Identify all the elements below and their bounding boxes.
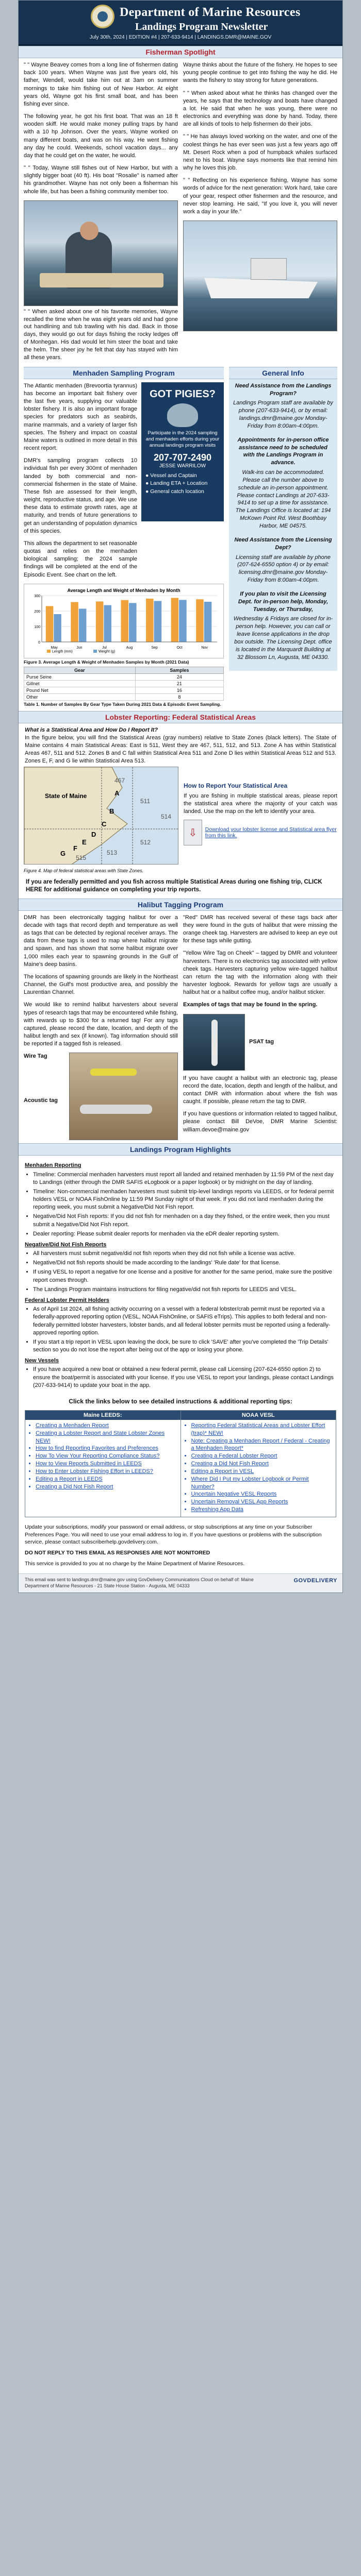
menhaden-heading: Menhaden Sampling Program bbox=[24, 367, 224, 379]
spotlight-paragraph: The following year, he got his first boat. That was an 18 ft wooden skiff. He would make money pulling traps by hand with a 10 hp Johnson. Over the years, Wayne worked on many different boats, and was on his way. He went fishing any day he could. Weekends, school vacation days... any day that he could get on the water, he would. bbox=[24, 113, 178, 159]
info-block-body: Walk-ins can be accommodated. Please call the number above to schedule an in-person appointment. Please contact Landings at 207-633-9414 to set up a time for assistance. The Landings Office is located at: 194 McKown Point Rd. West Boothbay Harbor, ME 04575. bbox=[235, 469, 331, 529]
example-tags-label: Examples of tags that may be found in the spring. bbox=[183, 1002, 318, 1008]
vesl-link[interactable]: • Uncertain Removal VESL App Reports bbox=[191, 1498, 332, 1506]
footer-disclaimer: This email was sent to landings.dmr@maine.gov using GovDelivery Communications Cloud on behalf of: Maine Department of Marine Resources - 21 State House Station - Augusta, ME 04333 bbox=[25, 1577, 254, 1589]
vesl-link[interactable]: • Note: Creating a Menhaden Report / Federal - Creating a Menhaden Report* bbox=[191, 1437, 332, 1453]
halibut-paragraph: The locations of spawning grounds are likely in the Northeast Channel, the Gulf's most productive area, and possibly the Laurentian Channel. bbox=[24, 973, 178, 996]
spotlight-paragraph: " " Reflecting on his experience fishing, Wayne has some words of advice for the next generation: Work hard, take care of your gear, respect other fishermen and the resource, and never stop learning. He said, "If you love it, you will never work a day in your life." bbox=[183, 177, 337, 215]
newsletter-page bbox=[18, 0, 343, 1593]
vesl-link[interactable]: • Editing a Report in VESL bbox=[191, 1468, 332, 1476]
area-label: 511 bbox=[140, 797, 151, 805]
list-item: • Timeline: Commercial menhaden harvesters must report all landed and retained menhaden by 11:59 PM of the next day to Landings (either through the DMR SAFIS eLogbook or a paper logbook) or by midnight on the day of landing. bbox=[33, 1171, 336, 1187]
list-item: • If using VESL to report a negative for one license and a positive for another for the same period, make sure the positive report comes through. bbox=[33, 1268, 336, 1284]
lobster-question: What is a Statistical Area and How Do I Report It? bbox=[25, 726, 158, 733]
chart-bar bbox=[96, 601, 104, 642]
highlights-section bbox=[19, 1156, 342, 1395]
chart-bar bbox=[179, 600, 187, 642]
info-block-heading: If you plan to visit the Licensing Dept. for in-person help, Monday, Tuesday, or Thursday, bbox=[238, 590, 329, 613]
spotlight-paragraph: " " Today, Wayne still fishes out of New Harbor, but with a slightly bigger boat (40 ft). His boat "Rosalie" is named after his grandmother. Wayne has not only been a fisherman his whole life, but has been a fishing community member too. bbox=[24, 165, 178, 195]
leeds-link[interactable]: • Creating a Lobster Report and State Lobster Zones NEW! bbox=[36, 1430, 176, 1445]
info-block-body: Landings Program staff are available by phone (207-633-9414), or by email: landings.dmr@maine.gov Monday-Friday from 8:00am-4:00pm. bbox=[233, 400, 333, 429]
legend-swatch bbox=[93, 650, 97, 653]
menhaden-ad bbox=[141, 382, 224, 521]
tag-photo bbox=[69, 1053, 178, 1140]
info-block-heading: Need Assistance from the Landings Program? bbox=[235, 382, 332, 397]
legend-label: Weight (g) bbox=[99, 650, 116, 653]
table-caption: Table 1. Number of Samples By Gear Type Taken During 2021 Data & Episodic Event Sampling. bbox=[24, 701, 221, 707]
footer-paragraph: This service is provided to you at no charge by the Maine Department of Marine Resources. bbox=[25, 1560, 245, 1567]
menhaden-paragraph: This allows the department to set reasonable quotas and relies on the menhaden biological sampling; the 2024 sample findings will be completed at the end of the Episodic Event. See chart on the left. bbox=[24, 540, 137, 578]
halibut-right-paragraph: "Red" DMR has received several of these tags back after they were found in the guts of halibut that were missing the orange cheek tag. Harvesters are advised to keep an eye out for these tags while gutting. bbox=[183, 914, 337, 944]
newsletter-title: Landings Program Newsletter bbox=[135, 21, 268, 32]
maine-seal-icon bbox=[91, 5, 114, 28]
vesl-link[interactable]: • Uncertain Negative VESL Reports bbox=[191, 1490, 332, 1498]
links-column-title: NOAA VESL bbox=[181, 1411, 336, 1420]
tag-label: PSAT tag bbox=[249, 1038, 274, 1045]
list-item: • Negative/Did not fish reports should be made according to the landings' 'Rule date' for that license. bbox=[33, 1259, 336, 1267]
list-item: • If you start a trip report in VESL upon leaving the dock, be sure to click 'SAVE' after you've completed the 'Trip Details' section so you do not lose the report after being out of the app or losing your phone. bbox=[33, 1338, 336, 1354]
govdelivery-logo: GOVDELIVERY bbox=[293, 1578, 337, 1584]
samples-table bbox=[24, 667, 224, 701]
y-tick-label: 0 bbox=[38, 640, 40, 645]
zone-label: F bbox=[73, 844, 77, 852]
x-tick-label: Jul bbox=[102, 646, 107, 650]
chart-bar bbox=[121, 600, 128, 641]
leeds-link[interactable]: • How to find Reporting Favorites and Preferences bbox=[36, 1445, 176, 1452]
fish-icon bbox=[167, 403, 198, 427]
zone-label: A bbox=[114, 789, 120, 797]
menhaden-bar-chart bbox=[26, 586, 221, 653]
ad-body: Participate in the 2024 sampling and menhaden efforts during your annual landings program visits bbox=[145, 430, 220, 449]
y-tick-label: 100 bbox=[34, 625, 40, 629]
table-header: Samples bbox=[135, 667, 223, 673]
zone-label: G bbox=[60, 849, 66, 857]
list-item: • All harvesters must submit negative/did not fish reports when they did not fish while a license was active. bbox=[33, 1250, 336, 1258]
menhaden-paragraph: DMR's sampling program collects 10 individual fish per every 300mt of menhaden landed by both commercial and non-commercial fishermen in the state of Maine. These fish are assessed for their length, weight, reproductive status, and age. We use these data to estimate growth rates, age at maturity, and trends of future generations to get an understanding of population dynamics of this species. bbox=[24, 457, 137, 534]
chart-bar bbox=[71, 602, 78, 641]
chart-bar bbox=[171, 598, 179, 642]
area-label: 515 bbox=[76, 854, 87, 861]
chart-bar bbox=[196, 599, 204, 642]
ad-item: ● General catch location bbox=[145, 488, 204, 495]
header-banner bbox=[19, 1, 342, 46]
list-item: • As of April 1st 2024, all fishing activity occurring on a vessel with a federal lobster/crab permit must be reported via a federally-approved reporting option (VESL, NOAA FishOnline, or SAFIS eTrips). This applies to both federal and non-federally permitted lobster harvesters, lobster bands, and all federal lobster permits must be reported using a federally-approved reporting option. bbox=[33, 1306, 336, 1337]
download-icon: ⇩ bbox=[184, 820, 202, 845]
halibut-paragraph: DMR has been electronically tagging halibut for over a decade with tags that record depth and temperature as well as tags that can be detected by regional receiver arrays. The data from these tags is used to map where halibut migrate and spawn, and has shown that some halibut migrate over 1,000 miles each year to spawning grounds in the Gulf of Maine's deep basins. bbox=[24, 914, 178, 968]
spotlight-heading: Fisherman Spotlight bbox=[19, 46, 342, 58]
menhaden-chart bbox=[24, 584, 224, 658]
spotlight-paragraph: " " Wayne Beavey comes from a long line of fishermen dating back 100 years. When Wayne was just five years old, his father, Wendell, would take him out at 3am on summer mornings to take him fishing out of New Harbor. At eight years old, Wayne got his first small boat, and has been fishing ever since. bbox=[24, 62, 178, 107]
chart-bar bbox=[46, 606, 54, 642]
zone-label: C bbox=[102, 820, 107, 828]
halibut-right-paragraph: If you have questions or information related to tagged halibut, please contact Bill DeVoe, DMR Marine Scientist: william.devoe@maine.gov bbox=[183, 1111, 337, 1133]
leeds-link[interactable]: • Creating a Menhaden Report bbox=[36, 1422, 176, 1430]
x-tick-label: Aug bbox=[126, 646, 133, 650]
area-label: 514 bbox=[161, 812, 172, 820]
lobster-heading: Lobster Reporting: Federal Statistical Areas bbox=[19, 711, 342, 723]
list-item: • Dealer reporting: Please submit dealer reports for menhaden via the eDR dealer reporting system. bbox=[33, 1230, 336, 1238]
lobster-paragraph: In the figure below, you will find the Statistical Areas (gray numbers) relative to State Zones (black letters). The State of Maine contains 4 main Statistical Areas: East is 511, West they are 467, 511, 512, and 513. Zone A has within Statistical Areas 467, 511 and 512. Zones B and C fall within Statistical Area 511 and Zone D lies within Statistical Areas 512 and 513. Zones E, F, and G lie within Statistical Area 513. bbox=[25, 734, 336, 765]
halibut-heading: Halibut Tagging Program bbox=[19, 899, 342, 911]
table-row: Purse Seine 24 bbox=[24, 673, 224, 680]
halibut-right-paragraph: If you have caught a halibut with an electronic tag, please record the date, location, depth and length of the halibut, and contact DMR with information about where the fish was caught. If possible, please return the tag to DMR. bbox=[183, 1075, 337, 1105]
lobster-footer-note: If you are federally permitted and you fish across multiple Statistical Areas during one fishing trip, CLICK HERE for additional guidance on completing your trip reports. bbox=[26, 878, 322, 893]
footer-paragraph: DO NOT REPLY TO THIS EMAIL AS RESPONSES ARE NOT MONITORED bbox=[25, 1550, 210, 1556]
chart-title: Average Length and Weight of Menhaden by Month bbox=[67, 587, 180, 593]
table-row: Other 8 bbox=[24, 693, 224, 700]
ad-item: ● Vessel and Captain bbox=[145, 472, 197, 479]
tag-label: Acoustic tag bbox=[24, 1097, 58, 1104]
general-info-heading: General Info bbox=[229, 367, 337, 379]
chart-bar bbox=[146, 599, 154, 642]
leeds-link[interactable]: • Creating a Did Not Fish Report bbox=[36, 1483, 176, 1491]
table-header: Gear bbox=[24, 667, 136, 673]
leeds-link[interactable]: • How To View Your Reporting Compliance Status? bbox=[36, 1452, 176, 1460]
table-row: Pound Net 16 bbox=[24, 687, 224, 693]
zone-label: D bbox=[91, 830, 96, 838]
boat-photo bbox=[183, 221, 337, 331]
list-item: • Negative/Did Not Fish reports: If you did not fish for menhaden on a day they fished, or the entire week, then you must submit a Negative/Did Not Fish report. bbox=[33, 1213, 336, 1228]
x-tick-label: May bbox=[51, 646, 58, 650]
zone-label: B bbox=[109, 807, 114, 815]
list-item: • Timeline: Non-commercial menhaden harvesters must submit trip-level landings reports via LEEDS, or for federal permit holders VESL or NOAA FishOnline by 11:59 PM Sunday night of that week. If you did not land menhaden during the reporting week, you must submit a Negative/Did Not Fish report. bbox=[33, 1188, 336, 1212]
links-column-title: Maine LEEDS: bbox=[25, 1411, 180, 1420]
y-tick-label: 300 bbox=[34, 594, 40, 598]
chart-caption: Figure 3. Average Length & Weight of Menhaden Samples by Month (2021 Data) bbox=[24, 659, 189, 665]
spotlight-section bbox=[19, 58, 342, 367]
leeds-link[interactable]: • Editing a Report in LEEDS bbox=[36, 1476, 176, 1483]
leeds-link[interactable]: • How to View Reports Submitted in LEEDS bbox=[36, 1460, 176, 1468]
vesl-link[interactable]: • Where Did I Put my Lobster Logbook or Permit Number? bbox=[191, 1476, 332, 1491]
area-label: 513 bbox=[107, 849, 118, 856]
area-label: 467 bbox=[114, 776, 125, 784]
ad-name: JESSE WARRILOW bbox=[159, 463, 206, 469]
vesl-link[interactable]: • Refreshing App Data bbox=[191, 1506, 332, 1514]
leeds-link[interactable]: • How to Enter Lobster Fishing Effort in LEEDS? bbox=[36, 1468, 176, 1476]
chart-bar bbox=[154, 601, 162, 642]
halibut-right-paragraph: "Yellow Wire Tag on Cheek" – tagged by DMR and volunteer harvesters. There is no electronics tag associated with yellow cheek tags. Harvesters capturing yellow wire-tagged halibut can return the tag with the information along with their harvester logbook. Rewards for yellow tags are usually a halibut hat or a halibut coffee mug, and/or halibut sticker. bbox=[183, 950, 337, 996]
footer-paragraph: Update your subscriptions, modify your password or email address, or stop subscriptions at any time on your Subscriber Preferences Page. You will need to use your email address to log in. If you have questions or problems with the subscription service, please contact subscriberhelp.govdelivery.com. bbox=[25, 1524, 322, 1546]
legend-swatch bbox=[47, 650, 51, 653]
edition-info: July 30th, 2024 | EDITION #4 | 207-633-9414 | LANDINGS.DMR@MAINE.GOV bbox=[89, 35, 272, 40]
spotlight-paragraph: " " When asked about what he thinks has changed over the years, he says that the technology and boats have changed a lot. He said that when he was young, there were no electronics and everything was done by hand. Today, there are all kinds of tools to help fishermen do their jobs. bbox=[183, 90, 337, 128]
psat-tag-photo bbox=[183, 1014, 245, 1071]
zone-label: E bbox=[82, 838, 87, 846]
footer-bar bbox=[19, 1573, 342, 1592]
map-label: State of Maine bbox=[45, 792, 87, 800]
ad-title: GOT PIGIES? bbox=[150, 388, 216, 400]
ad-item: ● Landing ETA + Location bbox=[145, 480, 208, 487]
map-caption: Figure 4. Map of federal statistical areas with State Zones. bbox=[24, 868, 144, 873]
info-block-heading: Need Assistance from the Licensing Dept? bbox=[234, 536, 332, 551]
spotlight-paragraph: Wayne thinks about the future of the fishery. He hopes to see young people continue to get into fishing the way he did. He wants the fishery to stay strong for future generations. bbox=[183, 62, 337, 84]
highlights-subheading: New Vessels bbox=[25, 1358, 59, 1364]
info-block-body: Licensing staff are available by phone (207-624-6550 option 4) or by email: licensing.dmr@maine.gov Monday-Friday from 8:00am-4:00pm. bbox=[235, 554, 331, 584]
vesl-link[interactable]: • Reporting Federal Statistical Areas and Lobster Effort (trap)* NEW! bbox=[191, 1422, 332, 1437]
list-item: • The Landings Program maintains instructions for filing negative/did not fish reports for LEEDS and VESL. bbox=[33, 1286, 336, 1294]
x-tick-label: Oct bbox=[176, 646, 183, 650]
vesl-link[interactable]: • Creating a Did Not Fish Report bbox=[191, 1460, 332, 1468]
info-block-body: Wednesday & Fridays are closed for in-person help. However, you can call or leave license applications in the drop box outside. The Licensing Dept. office is located in the Marquardt Building at 32 Blossom Ln, Augusta, ME 04330. bbox=[233, 616, 333, 660]
table-row: Gillnet 21 bbox=[24, 680, 224, 687]
links-table bbox=[25, 1410, 336, 1517]
list-item: • If you have acquired a new boat or obtained a new federal permit, please call Licensing (207-624-6550 option 2) to ensure the boat/permit is associated with your license. If you use VESL to report your landings, please contact Landings (207-633-9414) to update your boat in the app. bbox=[33, 1366, 336, 1389]
ad-phone: 207-707-2490 bbox=[153, 452, 212, 463]
chart-bar bbox=[79, 608, 87, 642]
menhaden-paragraph: The Atlantic menhaden (Brevoortia tyrannus) has become an important bait fishery over the last five years, supplying our valuable lobster fishery. It is also an important forage species for predators such as seabirds, marine mammals, and a variety of larger fish species. The fishery and impact on coastal Maine waters is outlined in more detail in this recent report. bbox=[24, 382, 137, 452]
halibut-paragraph: We would like to remind halibut harvesters about several types of research tags that may be encountered while fishing, with rewards up to $300 for a returned tag! For any tags captured, please record the date, location, and depth of the halibut length and sex (if known). Tag information should still be reported if a tagged fish is released. bbox=[24, 1002, 178, 1047]
highlights-subheading: Negative/Did Not Fish Reports bbox=[25, 1241, 107, 1248]
lobster-right-text: If you are fishing in multiple statistical areas, please report the statistical area where the majority of your catch was landed. Use the map on the left to identify your area. bbox=[184, 792, 337, 815]
download-flyer-link[interactable]: Download your lobster license and Statistical area flyer from this link. bbox=[205, 826, 337, 839]
y-tick-label: 200 bbox=[34, 609, 40, 614]
spotlight-caption: " " When asked about one of his favorite memories, Wayne recalled the time when he was eight years old and had gone out handlining and tub trawling with his dad. Back in those days, they would go out for days fishing the rocky ledges off of Monhegan. His dad would let him steer the boat and take the helm. The sheer joy he felt that day has stayed with him all these years. bbox=[24, 308, 178, 361]
vesl-link[interactable]: • Creating a Federal Lobster Report bbox=[191, 1452, 332, 1460]
general-info-box bbox=[229, 379, 337, 671]
highlights-subheading: Federal Lobster Permit Holders bbox=[25, 1297, 109, 1303]
tag-label: Wire Tag bbox=[24, 1053, 47, 1060]
highlights-subheading: Menhaden Reporting bbox=[25, 1162, 81, 1169]
highlights-heading: Landings Program Highlights bbox=[19, 1143, 342, 1156]
fisherman-photo bbox=[24, 200, 178, 306]
legend-label: Length (mm) bbox=[52, 650, 73, 653]
area-label: 512 bbox=[140, 838, 151, 846]
x-tick-label: Sep bbox=[151, 646, 158, 650]
chart-bar bbox=[204, 602, 212, 642]
department-title: Department of Marine Resources bbox=[120, 6, 301, 19]
chart-bar bbox=[104, 605, 111, 641]
lobster-right-heading: How to Report Your Statistical Area bbox=[184, 782, 288, 789]
links-heading: Click the links below to see detailed instructions & additional reporting tips: bbox=[69, 1397, 292, 1405]
footer bbox=[19, 1520, 342, 1573]
chart-bar bbox=[129, 603, 137, 642]
info-block-heading: Appointments for in-person office assistance need to be scheduled with the Landings Program in advance. bbox=[237, 436, 329, 466]
statistical-area-map bbox=[24, 767, 178, 865]
x-tick-label: Nov bbox=[201, 646, 208, 650]
x-tick-label: Jun bbox=[76, 646, 83, 650]
spotlight-paragraph: " " He has always loved working on the water, and one of the coolest things he has ever seen was just a few years ago off Mt. Desert Rock when a pod of humpback whales surfaced next to his boat. Wayne says moments like that remind him why he loves this job. bbox=[183, 133, 337, 172]
chart-bar bbox=[54, 614, 61, 642]
